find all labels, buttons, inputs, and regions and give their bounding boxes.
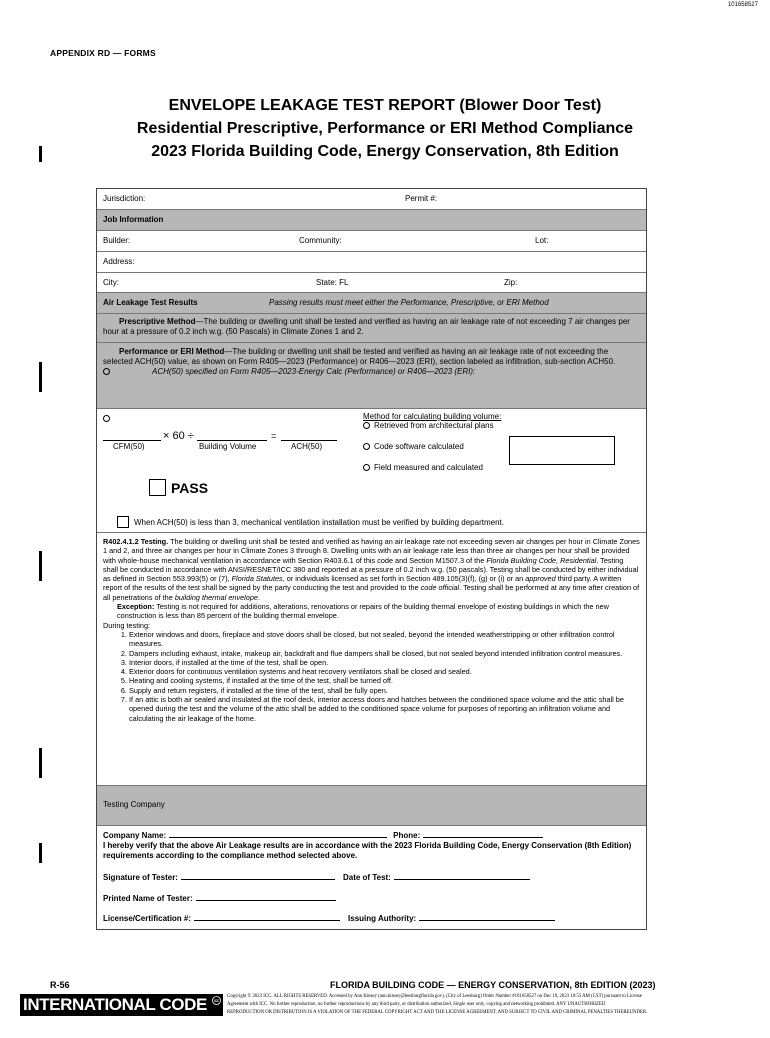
list-item: 3. Interior doors, if installed at the time of the test, shall be open. bbox=[129, 658, 640, 667]
list-item: 5. Heating and cooling systems, if installed at the time of the test, shall be turned off. bbox=[129, 676, 640, 685]
prescriptive-method-text: —The building or dwelling unit shall be tested and verified as having an air leakage rate of not exceeding 7 air changes per hour at a pressure of 0.2 inch w.g. (50 Pascals) in Climate Zones 1 and 2. bbox=[103, 317, 630, 336]
revision-bar bbox=[39, 362, 42, 392]
copyright-notice bbox=[227, 993, 757, 1017]
license-label: License/Certification #: bbox=[103, 914, 192, 923]
copyright-line: Agreement with ICC. No further reproduction, no further reproductions by any third party, or distribution authorized. Single user only, copying and networking prohibited. ANY UNAUTHORIZED bbox=[227, 1002, 606, 1007]
ach50-specified-label: ACH(50) specified on Form R405—2023-Energy Calc (Performance) or R406—2023 (ERI): bbox=[152, 367, 476, 376]
job-information-label: Job Information bbox=[103, 215, 164, 224]
r402-text: The building or dwelling unit shall be tested and verified as having an air leakage rate not exceeding seven air changes per hour in Climate Zones 1 and 2, and three air changes per hour in Climate Zones 3 through 8. Dwelling units with an air leakage rate less than three air changes per hour shall be provided with whole-house mechanical ventilation in accordance with Section R403.6.1 of this code and Section M1507.3 of the bbox=[103, 537, 640, 565]
license-line[interactable] bbox=[194, 920, 340, 921]
testing-company-header bbox=[97, 786, 646, 826]
r402-testing-section bbox=[97, 533, 646, 786]
leakage-test-form bbox=[96, 188, 647, 930]
company-name-field[interactable] bbox=[103, 831, 543, 841]
results-label: Air Leakage Test Results bbox=[103, 298, 198, 307]
calculation-radio[interactable] bbox=[103, 415, 110, 422]
r402-text: building thermal envelope bbox=[174, 592, 258, 602]
pass-checkbox[interactable] bbox=[149, 479, 166, 496]
ach50-label: ACH(50) bbox=[291, 442, 323, 451]
revision-bar bbox=[39, 748, 42, 778]
volume-line bbox=[197, 440, 267, 441]
volume-option-field-label: Field measured and calculated bbox=[374, 463, 483, 472]
r402-text: code official bbox=[420, 583, 460, 593]
builder-label: Builder: bbox=[103, 236, 131, 245]
radio-icon bbox=[363, 422, 370, 429]
volume-value-box[interactable] bbox=[509, 436, 615, 465]
prescriptive-method-heading: Prescriptive Method bbox=[119, 317, 196, 326]
revision-bar bbox=[39, 843, 42, 863]
signature-field[interactable] bbox=[103, 873, 530, 883]
printed-name-field[interactable] bbox=[103, 894, 336, 904]
page-number: R-56 bbox=[50, 980, 70, 990]
list-item: 6. Supply and return registers, if installed at the time of the test, shall be fully open. bbox=[129, 686, 640, 695]
jurisdiction-row bbox=[97, 189, 646, 210]
icc-logo bbox=[20, 994, 223, 1036]
document-number: 101658527 bbox=[727, 2, 758, 8]
issuing-authority-label: Issuing Authority: bbox=[348, 914, 417, 923]
radio-icon bbox=[363, 464, 370, 471]
revision-bar bbox=[39, 551, 42, 581]
zip-label: Zip: bbox=[504, 278, 518, 287]
state-label: State: FL bbox=[316, 278, 349, 287]
volume-option-plans[interactable] bbox=[363, 421, 494, 430]
phone-label: Phone: bbox=[393, 831, 421, 840]
r402-text: Florida Statutes bbox=[231, 574, 283, 584]
volume-method-title: Method for calculating building volume: bbox=[363, 412, 502, 421]
issuing-authority-line[interactable] bbox=[419, 920, 555, 921]
list-item: 4. Exterior doors for continuous ventilation systems and heat recovery ventilators shall be closed and sealed. bbox=[129, 667, 640, 676]
exception-heading: Exception: bbox=[117, 602, 155, 612]
r402-text: , or individuals licensed as set forth in Section 489.105(3)(f), (g) or (i) or an bbox=[282, 574, 526, 584]
r402-heading: R402.4.1.2 Testing. bbox=[103, 537, 169, 546]
cfm50-label: CFM(50) bbox=[113, 442, 145, 451]
radio-icon bbox=[363, 443, 370, 450]
volume-option-plans-label: Retrieved from architectural plans bbox=[374, 421, 494, 430]
copyright-line: Copyright © 2023 ICC. ALL RIGHTS RESERVED. Accessed by Ann Kinsey (ann.kinsey@leesburgflorida.gov), (City of Leesburg) Order Number #101658527 on Dec 19, 2023 10:55 AM (CST) pursuant to License bbox=[227, 994, 642, 999]
performance-method-heading: Performance or ERI Method bbox=[119, 347, 225, 356]
mech-vent-group[interactable] bbox=[117, 516, 504, 528]
mech-vent-note: When ACH(50) is less than 3, mechanical ventilation installation must be verified by building department. bbox=[134, 517, 504, 527]
multiply-operator: × 60 ÷ bbox=[163, 430, 194, 442]
equals-operator: = bbox=[271, 431, 277, 441]
icc-logo-text: INTERNATIONAL CODE COUNCIL bbox=[23, 995, 207, 1036]
phone-line[interactable] bbox=[423, 837, 543, 838]
performance-method-section bbox=[97, 343, 646, 409]
report-title: ENVELOPE LEAKAGE TEST REPORT (Blower Door Test) bbox=[168, 97, 602, 114]
jurisdiction-label: Jurisdiction: bbox=[103, 194, 146, 203]
volume-option-field[interactable] bbox=[363, 463, 483, 472]
city-row bbox=[97, 273, 646, 293]
building-volume-label: Building Volume bbox=[199, 442, 257, 451]
ach-calculation-section bbox=[97, 409, 646, 533]
icc-seal-icon bbox=[212, 996, 221, 1005]
list-item: 7. If an attic is both air sealed and insulated at the roof deck, interior access doors and hatches between the conditioned space volume and the attic shall be opened during the test and the volume of the attic shall be added to the conditioned space volume for purposes of reporting an infiltration volume and calculating the air leakage of the home. bbox=[129, 695, 640, 723]
cfm50-line bbox=[103, 440, 161, 441]
results-header bbox=[97, 293, 646, 314]
signature-label: Signature of Tester: bbox=[103, 873, 178, 882]
volume-option-software[interactable] bbox=[363, 442, 464, 451]
volume-option-software-label: Code software calculated bbox=[374, 442, 464, 451]
performance-radio[interactable] bbox=[103, 368, 110, 375]
company-name-line[interactable] bbox=[169, 837, 387, 838]
during-testing-label: During testing: bbox=[103, 620, 151, 630]
book-title-footer: FLORIDA BUILDING CODE — ENERGY CONSERVATION, 8th EDITION (2023) bbox=[330, 980, 656, 990]
testing-company-label: Testing Company bbox=[103, 800, 165, 809]
date-of-test-label: Date of Test: bbox=[342, 873, 391, 882]
list-item: 1. Exterior windows and doors, fireplace and stove doors shall be closed, but not sealed, beyond the intended weatherstripping or other infiltration control measures. bbox=[129, 630, 640, 649]
r402-text: . Testing shall be performed at any time after creation of all penetrations of the bbox=[103, 583, 640, 602]
address-label: Address: bbox=[103, 257, 135, 266]
prescriptive-method-section bbox=[97, 314, 646, 343]
r402-text: . Testing shall be conducted in accordance with ANSI/RESNET/ICC 380 and reported at a pressure of 0.2 inch w.g. (50 pascals). Testing shall be conducted by either individual as defined in Section 553.993(5) or (7), bbox=[103, 555, 639, 584]
list-item: 2. Dampers including exhaust, intake, makeup air, backdraft and flue dampers shall be closed, but not sealed beyond intended infiltration control measures. bbox=[129, 649, 640, 658]
printed-name-label: Printed Name of Tester: bbox=[103, 894, 193, 903]
lot-label: Lot: bbox=[535, 236, 549, 245]
revision-bar bbox=[39, 146, 42, 162]
svg-text:ICC: ICC bbox=[214, 999, 219, 1003]
signature-line[interactable] bbox=[181, 879, 335, 880]
exception-text: Testing is not required for additions, alterations, renovations or repairs of the building thermal envelope of existing buildings in which the new construction is less than 85 percent of the building thermal envelope. bbox=[117, 602, 609, 621]
license-field[interactable] bbox=[103, 914, 555, 924]
testing-conditions-list bbox=[103, 630, 640, 723]
date-of-test-line[interactable] bbox=[394, 879, 530, 880]
city-label: City: bbox=[103, 278, 119, 287]
performance-method-text: —The building or dwelling unit shall be tested and verified as having an air leakage rate of not exceeding the selected ACH(50) value, as shown on Form R405—2023 (Performance) or R406—2023 (ERI), section labeled as infiltration, sub-section ACH50. bbox=[103, 347, 616, 366]
builder-row bbox=[97, 231, 646, 252]
community-label: Community: bbox=[299, 236, 342, 245]
ach50-line bbox=[281, 440, 337, 441]
r402-text: approved bbox=[525, 574, 556, 584]
r402-text: third party. A written report of the results of the test shall be signed by the party conducting the test and provided to the bbox=[103, 574, 622, 593]
results-note: Passing results must meet either the Performance, Prescriptive, or ERI Method bbox=[269, 298, 549, 307]
permit-label: Permit #: bbox=[405, 194, 438, 203]
r402-text: Florida Building Code, Residential bbox=[486, 555, 597, 565]
printed-name-line[interactable] bbox=[196, 900, 336, 901]
report-subtitle: Residential Prescriptive, Performance or ERI Method Compliance bbox=[136, 120, 634, 137]
pass-checkbox-group[interactable] bbox=[149, 479, 208, 496]
mech-vent-checkbox[interactable] bbox=[117, 516, 129, 528]
address-row bbox=[97, 252, 646, 273]
r402-text: . bbox=[257, 592, 261, 602]
job-information-header bbox=[97, 210, 646, 231]
verification-statement: I hereby verify that the above Air Leakage results are in accordance with the 2023 Florida Building Code, Energy Conservation (8th Edition) requirements according to the compliance method selected above. bbox=[103, 841, 632, 860]
company-name-label: Company Name: bbox=[103, 831, 167, 840]
appendix-header: APPENDIX RD — FORMS bbox=[50, 48, 156, 58]
report-code-edition: 2023 Florida Building Code, Energy Conservation, 8th Edition bbox=[151, 143, 619, 160]
pass-label: PASS bbox=[171, 479, 209, 496]
copyright-line: REPRODUCTION OR DISTRIBUTION IS A VIOLATION OF THE FEDERAL COPYRIGHT ACT AND THE LICENSE AGREEMENT, AND SUBJECT TO CIVIL AND CRIMINAL PENALTIES THEREUNDER. bbox=[227, 1010, 648, 1015]
